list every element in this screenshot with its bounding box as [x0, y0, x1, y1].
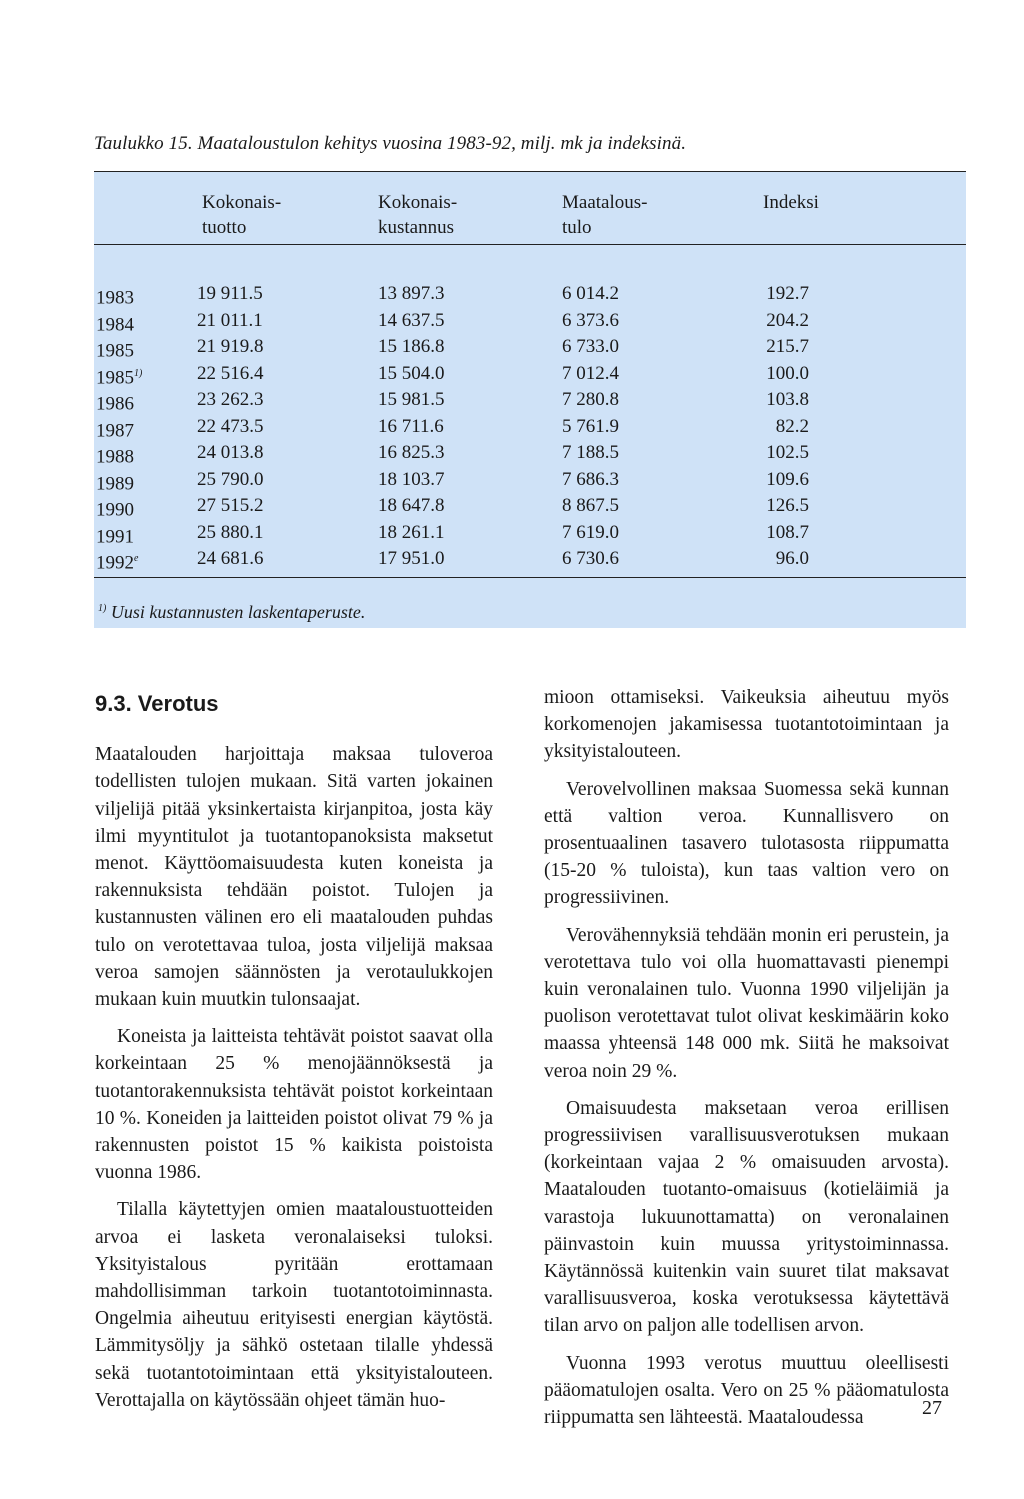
table-footnote: $^{1)}$ Uusi kustannusten laskentaperuste. [98, 602, 366, 622]
header-indeksi: Indeksi [763, 192, 819, 213]
table-row: 1988 24 013.8 16 825.3 7 188.5 102.5 [96, 442, 809, 468]
table-row: 1991 25 880.1 18 261.1 7 619.0 108.7 [96, 521, 809, 547]
header-divider [94, 244, 966, 245]
table-row: 1985$^{1)}$ 22 516.4 15 504.0 7 012.4 100.0 [96, 362, 809, 388]
table-row: 1985 21 919.8 15 186.8 6 733.0 215.7 [96, 336, 809, 362]
page-number: 27 [922, 1397, 942, 1419]
header-maataloustulo: Maatalous- tulo [562, 192, 648, 238]
table-bottom-divider [94, 577, 966, 578]
paragraph: Koneista ja laitteista tehtävät poistot saavat olla korkeintaan 25 % menojäännöksestä ja tuotantorakennuksista tehtävät poistot korkeintaan 10 %. Koneiden ja laitteiden poistot olivat 79 % ja rakennusten poistot 15 % kaikista poistoista vuonna 1986. [95, 1026, 493, 1184]
paragraph: Vuonna 1993 verotus muuttuu oleellisesti pääomatulojen osalta. Vero on 25 % pääomatulosta riippumatta sen lähteestä. Maataloudessa [544, 1352, 949, 1429]
table-body [0, 281, 1024, 573]
paragraph: Tilalla käytettyjen omien maataloustuotteiden arvoa ei lasketa veronalaiseksi tuloksi. Yksityistalous pyritään erottamaan mahdollisimman tarkoin tuotantotoiminnasta. Ongelmia aiheutuu erityisesti energian käytöstä. Lämmitysöljy ja sähkö ostetaan tilalle yhdessä sekä tuotantotoimintaan että yksityistalouteen. Verottajalla on käytössään ohjeet tämän huo- [95, 1199, 493, 1411]
table-row: 1987 22 473.5 16 711.6 5 761.9 82.2 [96, 415, 809, 441]
paragraph: mioon ottamiseksi. Vaikeuksia aiheutuu myös korkomenojen jakamisessa tuotantotoimintaan ja yksityistalouteen. [544, 687, 949, 763]
paragraph: Maatalouden harjoittaja maksaa tuloveroa todellisten tulojen mukaan. Sitä varten jokainen viljelijä pitää yksinkertaista kirjanpitoa, josta käy ilmi myyntitulot ja tuotantopanoksista maksetut menot. Käyttöomaisuudesta kuten koneista ja rakennuksista tehdään poistot. Tulojen ja kustannusten välinen ero eli maatalouden puhdas tulo on verotettavaa tuloa, josta viljelijä maksaa veroa samojen säännösten ja verotaulukkojen mukaan kuin muutkin tulonsaajat. [95, 744, 493, 1011]
text-column-right [544, 684, 949, 1441]
section-title: 9.3. Verotus [95, 691, 219, 716]
table-row: 1989 25 790.0 18 103.7 7 686.3 109.6 [96, 468, 809, 494]
table-row: 1986 23 262.3 15 981.5 7 280.8 103.8 [96, 389, 809, 415]
table-row: 1984 21 011.1 14 637.5 6 373.6 204.2 [96, 309, 809, 335]
paragraph: Omaisuudesta maksetaan veroa erillisen progressiivisen varallisuusverotuksen mukaan (korkeintaan vajaa 2 % omaisuuden arvosta). Maatalouden tuotanto-omaisuus (kotieläimiä ja varastoja lukuunottamatta) on veronalainen päinvastoin kuin muussa yritystoiminnassa. Käytännössä kuitenkin vain suuret tilat maksavat varallisuusveroa, koska verotuksessa käytettävä tilan arvo on paljon alle todellisen arvon. [544, 1097, 949, 1337]
table-row: 1992e 24 681.6 17 951.0 6 730.6 96.0 [96, 548, 809, 574]
paragraph: Verovähennyksiä tehdään monin eri perustein, ja verotettava tulo voi olla huomattavasti pienempi kuin veronalainen tulo. Vuonna 1990 viljelijän ja puolison verotettavat tulot olivat keskimäärin koko maassa yhteensä 148 000 mk. Siitä he maksoivat veroa noin 29 %. [544, 924, 949, 1082]
text-column-left [95, 684, 493, 1424]
header-kokonaistuotto: Kokonais- tuotto [202, 192, 282, 238]
table-row: 1990 27 515.2 18 647.8 8 867.5 126.5 [96, 495, 809, 521]
table-caption: Taulukko 15. Maataloustulon kehitys vuosina 1983-92, milj. mk ja indeksinä. [94, 133, 687, 154]
header-kokonaiskustannus: Kokonais- kustannus [378, 192, 458, 238]
paragraph: Verovelvollinen maksaa Suomessa sekä kunnan että valtion veroa. Kunnallisvero on prosentuaalinen tasavero tulotasosta riippumatta (15-20 % tuloista), kun taas valtion vero on progressiivinen. [544, 778, 949, 909]
table-row: 1983 19 911.5 13 897.3 6 014.2 192.7 [96, 283, 809, 309]
